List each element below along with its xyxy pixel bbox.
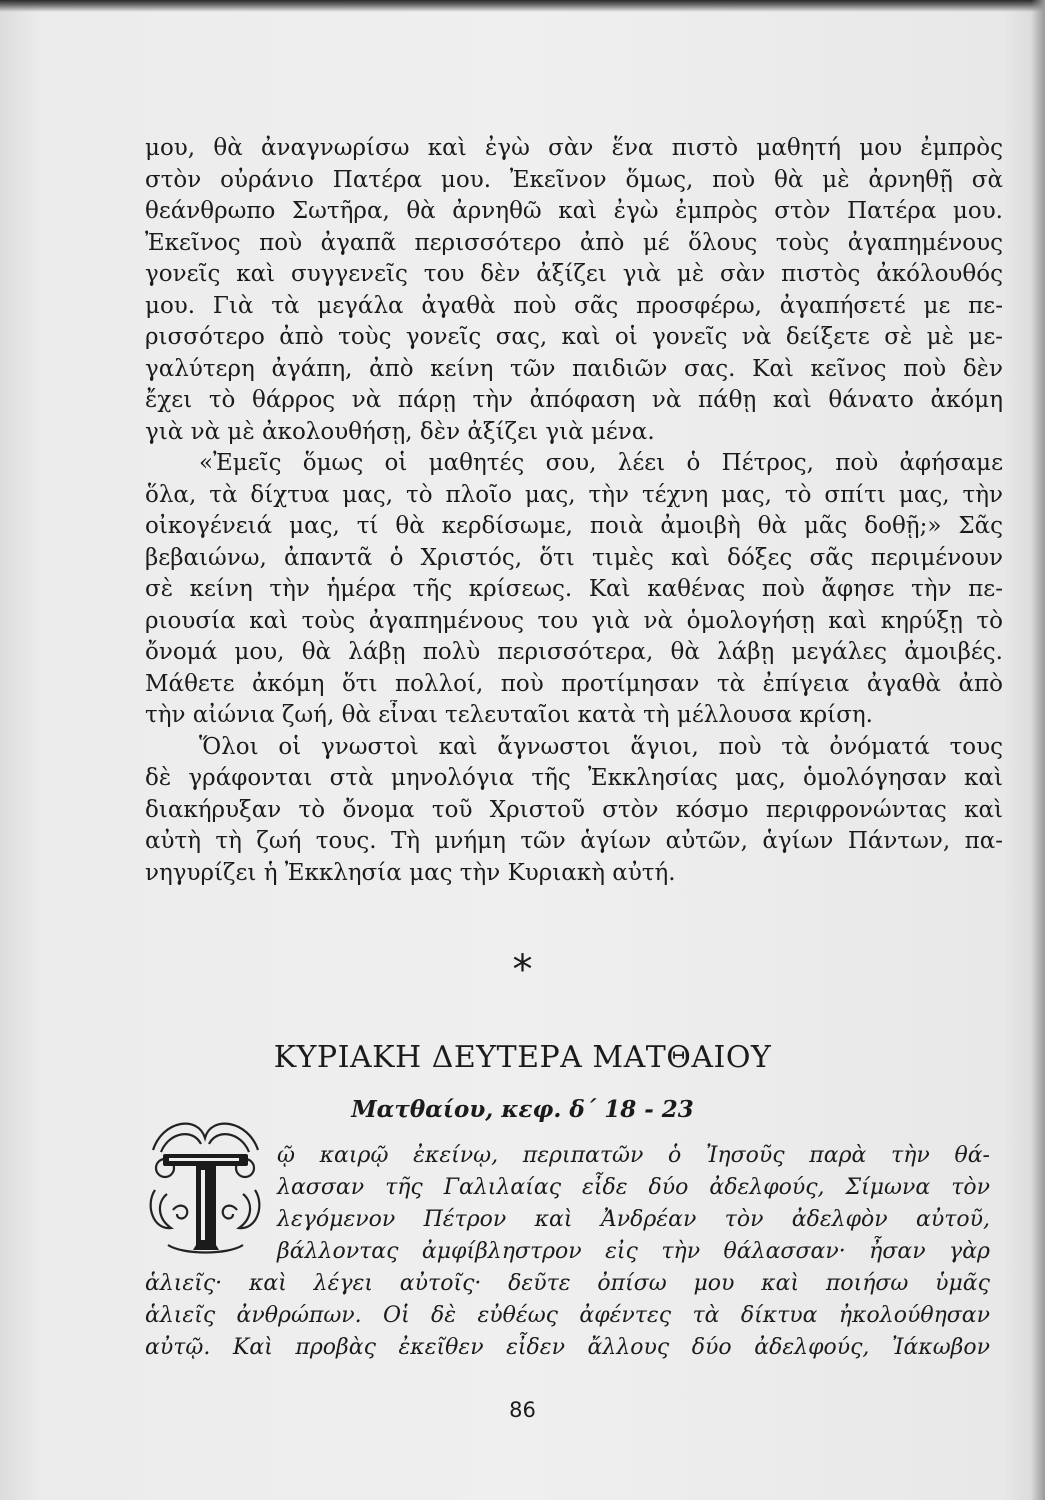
page-top-shadow <box>0 0 1045 12</box>
body-line: Ἐκεῖνος ποὺ ἀγαπᾶ περισσότερο ἀπὸ μέ ὅλους τοὺς ἀγαπημένους <box>145 229 1003 256</box>
page-right-shadow <box>1031 0 1045 1500</box>
page-number: 86 <box>509 1398 536 1422</box>
body-line: μου, θὰ ἀναγνωρίσω καὶ ἐγὼ σὰν ἕνα πιστὸ μαθητή μου ἐμπρὸς <box>145 135 1003 161</box>
body-line: ριουσία καὶ τοὺς ἀγαπημένους του γιὰ νὰ ὁμολογήσῃ καὶ κηρύξῃ τὸ <box>145 607 1003 634</box>
body-line: σὲ κείνη τὴν ἡμέρα τῆς κρίσεως. Καὶ καθένας ποὺ ἄφησε τὴν πε- <box>145 576 1003 602</box>
gospel-line: λασσαν τῆς Γαλιλαίας εἶδε δύο ἀδελφούς, Σίμωνα τὸν <box>277 1175 990 1200</box>
body-line: ρισσότερο ἀπὸ τοὺς γονεῖς σας, καὶ οἱ γονεῖς νὰ δείξετε σὲ μὲ με- <box>145 324 1003 350</box>
body-line: διακήρυξαν τὸ ὄνομα τοῦ Χριστοῦ στὸν κόσμο περιφρονώντας καὶ <box>145 796 1003 823</box>
body-line: βεβαιώνω, ἀπαντᾶ ὁ Χριστός, ὅτι τιμὲς καὶ δόξες σᾶς περιμένουν <box>145 544 1003 571</box>
body-line: μου. Γιὰ τὰ μεγάλα ἀγαθὰ ποὺ σᾶς προσφέρω, ἀγαπήσετέ με πε- <box>145 292 1003 319</box>
body-line: γονεῖς καὶ συγγενεῖς του δὲν ἀξίζει γιὰ μὲ σὰν πιστὸς ἀκόλουθός <box>145 261 1003 287</box>
gospel-text <box>145 1140 990 1364</box>
body-line: ἔχει τὸ θάρρος νὰ πάρῃ τὴν ἀπόφαση νὰ πάθῃ καὶ θάνατο ἀκόμη <box>145 387 1003 413</box>
gospel-line: ῷ καιρῷ ἐκείνῳ, περιπατῶν ὁ Ἰησοῦς παρὰ τὴν θά- <box>277 1143 990 1168</box>
body-line: γιὰ νὰ μὲ ἀκολουθήσῃ, δὲν ἀξίζει γιὰ μένα. <box>145 418 655 445</box>
section-divider-asterisk: * <box>512 947 533 993</box>
body-line: οἰκογένειά μας, τί θὰ κερδίσωμε, ποιὰ ἀμοιβὴ θὰ μᾶς δοθῇ;» Σᾶς <box>145 513 1003 539</box>
body-line: Ὅλοι οἱ γνωστοὶ καὶ ἄγνωστοι ἅγιοι, ποὺ τὰ ὀνόματά τους <box>199 733 1003 760</box>
body-line: Μάθετε ἀκόμη ὅτι πολλοί, ποὺ προτίμησαν τὰ ἐπίγεια ἀγαθὰ ἀπὸ <box>145 670 1003 697</box>
gospel-line: ἁλιεῖς ἀνθρώπων. Οἱ δὲ εὐθέως ἀφέντες τὰ δίκτυα ἠκολούθησαν <box>145 1303 990 1328</box>
body-line: τὴν αἰώνια ζωή, θὰ εἶναι τελευταῖοι κατὰ τὴ μέλλουσα κρίση. <box>145 702 873 728</box>
scripture-reference: Ματθαίου, κεφ. δ΄ 18 - 23 <box>351 1096 694 1123</box>
gospel-line: βάλλοντας ἀμφίβληστρον εἰς τὴν θάλασσαν· ἦσαν γὰρ <box>277 1239 990 1264</box>
body-line: δὲ γράφονται στὰ μηνολόγια τῆς Ἐκκλησίας μας, ὁμολόγησαν καὶ <box>145 765 1003 791</box>
gospel-line: λεγόμενον Πέτρον καὶ Ἀνδρέαν τὸν ἀδελφὸν αὐτοῦ, <box>277 1207 990 1232</box>
gospel-line: αὐτῷ. Καὶ προβὰς ἐκεῖθεν εἶδεν ἄλλους δύο ἀδελφούς, Ἰάκωβον <box>145 1335 990 1360</box>
body-line: ὄνομά μου, θὰ λάβῃ πολὺ περισσότερα, θὰ λάβῃ μεγάλες ἀμοιβές. <box>145 639 1003 665</box>
body-line: αὐτὴ τὴ ζωή τους. Τὴ μνήμη τῶν ἁγίων αὐτῶν, ἁγίων Πάντων, πα- <box>145 828 1003 854</box>
body-line: στὸν οὐράνιο Πατέρα μου. Ἐκεῖνον ὅμως, ποὺ θὰ μὲ ἀρνηθῇ σὰ <box>145 166 1003 193</box>
body-line: «Ἐμεῖς ὅμως οἱ μαθητές σου, λέει ὁ Πέτρος, ποὺ ἀφήσαμε <box>199 450 1003 476</box>
gospel-line: ἁλιεῖς· καὶ λέγει αὐτοῖς· δεῦτε ὀπίσω μου καὶ ποιήσω ὑμᾶς <box>145 1271 990 1296</box>
body-text <box>145 133 1003 889</box>
body-line: νηγυρίζει ἡ Ἐκκλησία μας τὴν Κυριακὴ αὐτή. <box>145 859 676 886</box>
body-line: θεάνθρωπο Σωτῆρα, θὰ ἀρνηθῶ καὶ ἐγὼ ἐμπρὸς στὸν Πατέρα μου. <box>145 198 1003 224</box>
body-line: ὅλα, τὰ δίχτυα μας, τὸ πλοῖο μας, τὴν τέχνη μας, τὸ σπίτι μας, τὴν <box>145 481 1003 508</box>
body-line: γαλύτερη ἀγάπη, ἀπὸ κείνη τῶν παιδιῶν σας. Καὶ κεῖνος ποὺ δὲν <box>145 355 1003 382</box>
section-title: ΚΥΡΙΑΚΗ ΔΕΥΤΕΡΑ ΜΑΤΘΑΙΟΥ <box>273 1040 772 1075</box>
